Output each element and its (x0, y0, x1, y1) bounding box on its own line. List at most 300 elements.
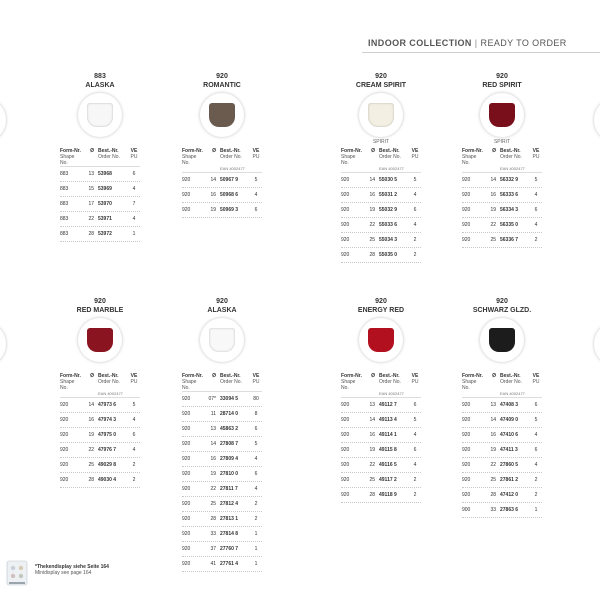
table-cell: 920 (182, 441, 191, 447)
table-header-cell: Shape No. (462, 379, 477, 391)
table-cell: 49113 4 (379, 417, 397, 423)
table-cell: 2 (534, 237, 538, 243)
table-header-cell: PU (411, 379, 419, 385)
table-cell: 4 (534, 432, 538, 438)
table-cell: 920 (341, 237, 350, 243)
table-row (60, 167, 140, 182)
table-cell: 22 (490, 222, 496, 228)
table-cell: 6 (132, 171, 136, 177)
table-cell: 33 (210, 531, 216, 537)
table-row (462, 173, 542, 188)
table-cell: 56335 0 (500, 222, 519, 228)
ean-prefix: EAN 4002477 (462, 391, 542, 398)
table-cell: 19 (369, 207, 375, 213)
table-cell: 50969 3 (220, 207, 239, 213)
product-series (182, 364, 262, 371)
table-cell: 14 (210, 441, 216, 447)
table-row (60, 182, 140, 197)
product-image (78, 318, 122, 362)
table-header-cell: Form-Nr. (182, 373, 203, 379)
table-cell: 920 (60, 477, 69, 483)
table-header-en (341, 379, 421, 391)
table-cell: 80 (253, 396, 259, 402)
table-cell: 920 (60, 432, 69, 438)
flower-pot-icon (489, 328, 515, 352)
table-cell: 900 (462, 507, 471, 513)
table-cell: 22 (369, 222, 375, 228)
flower-pot-icon (368, 103, 394, 127)
product-series: SPIRIT (493, 139, 511, 145)
table-row (182, 527, 262, 542)
table-header-cell (82, 379, 98, 391)
table-header-cell (82, 154, 98, 166)
table-cell: 27861 2 (500, 477, 519, 483)
table-row (60, 413, 140, 428)
table-cell: 17 (88, 201, 94, 207)
table-cell: 16 (210, 192, 216, 198)
order-table (182, 148, 262, 218)
table-row (341, 488, 421, 503)
product-card (182, 72, 262, 218)
table-header-cell: Best.-Nr. (379, 373, 400, 379)
table-header-cell: PU (411, 154, 419, 160)
ean-prefix: EAN 4002477 (182, 166, 262, 173)
table-cell: 920 (182, 396, 191, 402)
table-header-cell: Form-Nr. (462, 373, 483, 379)
table-cell: 47975 0 (98, 432, 117, 438)
table-cell: 28 (88, 477, 94, 483)
table-cell: 5 (413, 177, 417, 183)
table-header-cell: VE (130, 148, 138, 154)
table-cell: 27760 7 (220, 546, 239, 552)
table-cell: 2 (413, 252, 417, 258)
ean-prefix: EAN 4002477 (341, 166, 421, 173)
table-row (341, 443, 421, 458)
table-cell: 920 (182, 531, 191, 537)
table-cell: 28714 0 (220, 411, 239, 417)
product-name: ALASKA (207, 307, 237, 314)
flower-pot-icon (87, 328, 113, 352)
table-cell: 33 (490, 507, 496, 513)
table-header-cell: Best.-Nr. (98, 148, 119, 154)
table-header-cell: Form-Nr. (341, 148, 362, 154)
table-cell: 4 (254, 192, 258, 198)
table-cell: 25 (88, 462, 94, 468)
table-cell: 920 (182, 426, 191, 432)
table-cell: 49030 4 (98, 477, 117, 483)
table-cell: 920 (182, 207, 191, 213)
table-cell: 11 (210, 411, 216, 417)
table-row (60, 398, 140, 413)
table-cell: 920 (182, 546, 191, 552)
table-header-cell: Ø (371, 148, 375, 154)
table-header-cell: PU (252, 154, 260, 160)
table-cell: 16 (490, 432, 496, 438)
table-header-cell: Best.-Nr. (500, 148, 521, 154)
table-cell: 55030 5 (379, 177, 398, 183)
table-cell: 33094 5 (220, 396, 239, 402)
table-cell: 2 (254, 516, 258, 522)
footer-note-en: Minidisplay see page 164 (35, 570, 92, 576)
collection-title: INDOOR COLLECTION (368, 38, 472, 48)
table-header-cell: Order No. (500, 154, 522, 160)
table-header-cell: Order No. (379, 154, 401, 160)
table-cell: 13 (88, 171, 94, 177)
table-row (182, 467, 262, 482)
table-header-cell (484, 379, 500, 391)
product-series (60, 139, 140, 146)
table-cell: 5 (534, 417, 538, 423)
table-cell: 6 (254, 471, 258, 477)
table-cell: 2 (254, 501, 258, 507)
table-cell: 19 (88, 432, 94, 438)
table-cell: 920 (462, 432, 471, 438)
table-cell: 920 (341, 207, 350, 213)
table-header-en (341, 154, 421, 166)
product-image (480, 93, 524, 137)
table-cell: 4 (534, 192, 538, 198)
table-row (60, 212, 140, 227)
table-cell: 49115 8 (379, 447, 397, 453)
table-cell: 6 (413, 447, 417, 453)
table-row (462, 233, 542, 248)
table-row (182, 188, 262, 203)
table-row (341, 188, 421, 203)
table-cell: 27863 6 (500, 507, 519, 513)
table-header-cell: Best.-Nr. (220, 148, 241, 154)
table-cell: 28 (369, 492, 375, 498)
table-header-cell: Ø (90, 148, 94, 154)
table-header-cell: PU (532, 154, 540, 160)
edge-product-image-right-top (594, 98, 600, 142)
table-header-cell (363, 379, 379, 391)
table-row (341, 173, 421, 188)
table-cell: 920 (462, 492, 471, 498)
table-cell: 920 (462, 417, 471, 423)
table-header-cell: Shape No. (462, 154, 477, 166)
table-header-cell: Shape No. (60, 154, 75, 166)
table-header-cell: Best.-Nr. (220, 373, 241, 379)
table-cell: 41 (210, 561, 216, 567)
table-cell: 920 (182, 471, 191, 477)
table-cell: 37 (210, 546, 216, 552)
table-cell: 16 (490, 192, 496, 198)
table-cell: 49116 5 (379, 462, 397, 468)
table-cell: 25 (490, 237, 496, 243)
table-cell: 56332 9 (500, 177, 519, 183)
table-header-cell: PU (532, 379, 540, 385)
table-header-cell: Ø (492, 373, 496, 379)
table-cell: 920 (60, 447, 69, 453)
table-cell: 27813 1 (220, 516, 239, 522)
table-cell: 13 (210, 426, 216, 432)
product-card (60, 72, 140, 242)
table-row (462, 458, 542, 473)
table-header-cell: Shape No. (341, 379, 356, 391)
table-row (60, 458, 140, 473)
product-image (359, 318, 403, 362)
table-cell: 5 (413, 417, 417, 423)
table-cell: 8 (254, 411, 258, 417)
order-table (60, 148, 140, 242)
table-cell: 1 (254, 546, 258, 552)
table-cell: 920 (182, 411, 191, 417)
table-cell: 4 (254, 486, 258, 492)
table-cell: 1 (132, 231, 136, 237)
table-header-cell: Ø (212, 373, 216, 379)
table-cell: 27860 5 (500, 462, 519, 468)
product-series (341, 364, 421, 371)
table-cell: 4 (132, 216, 136, 222)
product-code: 920 (216, 73, 228, 80)
table-row (341, 413, 421, 428)
product-code: 920 (216, 298, 228, 305)
table-cell: 920 (341, 252, 350, 258)
table-cell: 27761 4 (220, 561, 239, 567)
table-row (341, 233, 421, 248)
product-name: RED MARBLE (76, 307, 124, 314)
order-table (462, 148, 542, 248)
display-stand-icon (4, 557, 30, 587)
table-header-en (60, 154, 140, 166)
table-header-cell (204, 379, 220, 391)
order-table (341, 373, 421, 503)
table-cell: 25 (490, 477, 496, 483)
table-cell: 920 (341, 402, 350, 408)
table-header-cell: Shape No. (182, 379, 197, 391)
table-row (341, 248, 421, 263)
header-divider (362, 52, 600, 53)
product-card (462, 72, 542, 248)
table-cell: 16 (369, 432, 375, 438)
table-row (182, 542, 262, 557)
table-row (462, 488, 542, 503)
table-cell: 47974 3 (98, 417, 117, 423)
flower-pot-icon (87, 103, 113, 127)
product-image (200, 318, 244, 362)
product-image (200, 93, 244, 137)
table-cell: 920 (341, 222, 350, 228)
table-cell: 53971 (98, 216, 112, 222)
table-header-cell: Form-Nr. (341, 373, 362, 379)
table-header-cell: Form-Nr. (462, 148, 483, 154)
table-cell: 13 (490, 402, 496, 408)
table-cell: 16 (210, 456, 216, 462)
table-cell: 920 (60, 462, 69, 468)
table-cell: 920 (462, 177, 471, 183)
table-cell: 19 (490, 207, 496, 213)
table-cell: 920 (462, 237, 471, 243)
table-cell: 883 (60, 231, 69, 237)
product-code: 920 (375, 298, 387, 305)
table-cell: 883 (60, 186, 69, 192)
table-row (341, 218, 421, 233)
table-header-cell: Shape No. (60, 379, 75, 391)
table-row (182, 452, 262, 467)
table-header-cell: Best.-Nr. (98, 373, 119, 379)
collection-subtitle: READY TO ORDER (480, 38, 567, 48)
table-cell: 28 (490, 492, 496, 498)
product-series (462, 364, 542, 371)
product-code: 920 (496, 298, 508, 305)
table-header-cell: VE (411, 373, 419, 379)
table-cell: 5 (534, 177, 538, 183)
table-cell: 4 (534, 222, 538, 228)
product-code: 883 (94, 73, 106, 80)
table-cell: 4 (413, 192, 417, 198)
table-cell: 14 (490, 417, 496, 423)
table-header-cell: PU (252, 379, 260, 385)
table-header-cell: Ø (492, 148, 496, 154)
table-cell: 27811 7 (220, 486, 238, 492)
table-cell: 920 (341, 477, 350, 483)
product-series (182, 139, 262, 146)
table-cell: 920 (341, 492, 350, 498)
table-cell: 19 (210, 207, 216, 213)
table-cell: 13 (369, 402, 375, 408)
table-cell: 920 (341, 432, 350, 438)
product-name: RED SPIRIT (482, 82, 522, 89)
table-cell: 920 (182, 177, 191, 183)
table-header-cell: Order No. (379, 379, 401, 385)
table-row (462, 503, 542, 518)
table-cell: 14 (369, 417, 375, 423)
table-row (341, 458, 421, 473)
table-cell: 883 (60, 201, 69, 207)
product-card (462, 297, 542, 518)
edge-product-image-left-bottom (0, 322, 6, 366)
table-cell: 50967 9 (220, 177, 239, 183)
table-cell: 49118 9 (379, 492, 397, 498)
flower-pot-icon (209, 103, 235, 127)
table-cell: 2 (534, 477, 538, 483)
table-cell: 19 (369, 447, 375, 453)
table-header-cell: Ø (371, 373, 375, 379)
table-cell: 5 (132, 402, 136, 408)
table-header-cell: Form-Nr. (60, 148, 81, 154)
table-cell: 1 (254, 531, 258, 537)
table-header-en (60, 379, 140, 391)
table-cell: 7 (132, 201, 136, 207)
table-row (462, 188, 542, 203)
table-cell: 22 (88, 216, 94, 222)
table-row (182, 437, 262, 452)
product-name: CREAM SPIRIT (355, 82, 407, 89)
table-cell: 19 (490, 447, 496, 453)
table-header-cell: Ø (90, 373, 94, 379)
table-header-en (182, 154, 262, 166)
table-cell: 4 (534, 462, 538, 468)
table-header-cell: Form-Nr. (182, 148, 203, 154)
table-row (182, 557, 262, 572)
table-row (60, 473, 140, 488)
table-header-cell: Best.-Nr. (379, 148, 400, 154)
product-image (480, 318, 524, 362)
table-cell: 2 (413, 237, 417, 243)
table-cell: 28 (369, 252, 375, 258)
table-cell: 4 (132, 447, 136, 453)
table-cell: 25 (369, 477, 375, 483)
product-code: 920 (375, 73, 387, 80)
table-header-cell: Ø (212, 148, 216, 154)
table-cell: 16 (88, 417, 94, 423)
table-cell: 1 (254, 561, 258, 567)
table-cell: 15 (88, 186, 94, 192)
ean-prefix: EAN 4002477 (60, 391, 140, 398)
table-header-cell: VE (532, 148, 540, 154)
table-cell: 920 (182, 561, 191, 567)
product-name: ROMANTIC (203, 82, 241, 89)
edge-product-image-right-bottom (594, 322, 600, 366)
table-cell: 920 (341, 177, 350, 183)
table-row (182, 173, 262, 188)
table-cell: 55035 0 (379, 252, 398, 258)
table-cell: 1 (534, 507, 538, 513)
table-header-cell: Order No. (98, 379, 120, 385)
table-cell: 920 (341, 192, 350, 198)
table-cell: 49112 7 (379, 402, 397, 408)
table-header-cell (363, 154, 379, 166)
table-cell: 49117 2 (379, 477, 397, 483)
product-image (359, 93, 403, 137)
table-cell: 19 (210, 471, 216, 477)
table-cell: 883 (60, 216, 69, 222)
table-header-cell: Shape No. (341, 154, 356, 166)
table-cell: 50968 6 (220, 192, 239, 198)
table-cell: 920 (182, 456, 191, 462)
table-cell: 22 (88, 447, 94, 453)
table-cell: 4 (413, 432, 417, 438)
ean-prefix: EAN 4002477 (341, 391, 421, 398)
page-header (368, 38, 567, 48)
table-header-cell (204, 154, 220, 166)
table-cell: 920 (462, 402, 471, 408)
table-header-en (182, 379, 262, 391)
product-name: ENERGY RED (357, 307, 405, 314)
table-row (341, 203, 421, 218)
table-cell: 2 (132, 462, 136, 468)
table-cell: 47409 0 (500, 417, 519, 423)
table-cell: 56333 6 (500, 192, 519, 198)
table-cell: 47973 6 (98, 402, 117, 408)
table-row (462, 218, 542, 233)
table-cell: 47976 7 (98, 447, 117, 453)
table-header-cell: VE (411, 148, 419, 154)
table-cell: 14 (490, 177, 496, 183)
table-row (60, 197, 140, 212)
table-cell: 28 (88, 231, 94, 237)
table-cell: 6 (254, 426, 258, 432)
table-cell: 22 (369, 462, 375, 468)
edge-product-image-left-top (0, 98, 6, 142)
table-cell: 49029 8 (98, 462, 117, 468)
table-header-cell: VE (252, 148, 260, 154)
order-table (182, 373, 262, 572)
table-row (182, 407, 262, 422)
table-header-en (462, 154, 542, 166)
table-header-cell: PU (130, 379, 138, 385)
table-cell: 920 (182, 501, 191, 507)
table-cell: 27812 4 (220, 501, 239, 507)
table-row (341, 428, 421, 443)
order-table (462, 373, 542, 518)
table-cell: 4 (132, 186, 136, 192)
product-name: ALASKA (85, 82, 115, 89)
table-cell: 53968 (98, 171, 112, 177)
table-header-cell: Form-Nr. (60, 373, 81, 379)
table-cell: 45863 2 (220, 426, 239, 432)
table-cell: 27808 7 (220, 441, 239, 447)
